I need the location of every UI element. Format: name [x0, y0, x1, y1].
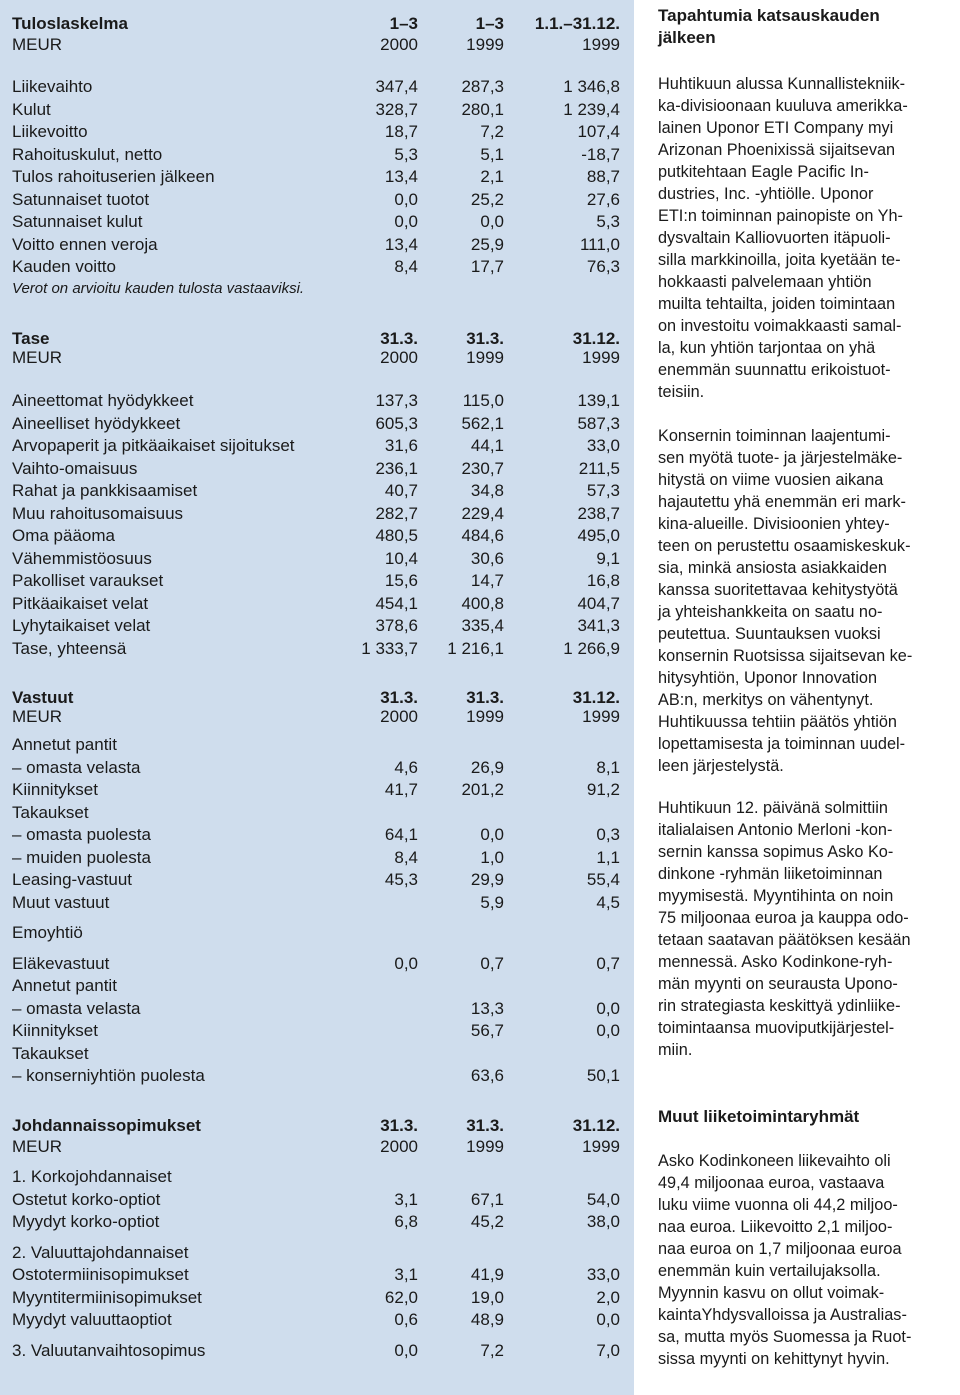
column-header: 31.12. [572, 1116, 620, 1135]
row-value: 3,1 [394, 1190, 418, 1209]
row-label: Pitkäaikaiset velat [12, 593, 149, 613]
row-value: 378,6 [375, 616, 418, 635]
table-row [12, 846, 620, 869]
row-value: 18,7 [384, 122, 418, 141]
table-row [12, 547, 620, 570]
row-value: 211,5 [578, 458, 620, 478]
row-value: 2,1 [480, 167, 504, 186]
table-row [12, 1241, 620, 1264]
row-label: Vähemmistöosuus [12, 548, 152, 568]
row-value: 328,7 [375, 99, 418, 119]
column-year: 2000 [380, 707, 418, 726]
row-value: 454,1 [375, 593, 418, 613]
row-value: 38,0 [586, 1212, 620, 1231]
row-label: Satunnaiset kulut [12, 212, 143, 231]
column-header: 31.3. [380, 329, 418, 348]
column-header: 1–3 [389, 14, 418, 33]
table-row [12, 1263, 620, 1286]
row-label: – muiden puolesta [12, 848, 151, 867]
paragraph-eti-sale: Huhtikuun alussa Kunnallistekniik- ka-divisioonaan kuuluva amerikka- lainen Uponor ETI Company myi Arizonan Phoenixissä sijaitsevan putkitehtaan Eagle Pacific In- dustries, Inc. -yhtiölle. Uponor ETI:n toiminnan painopiste on Yh- dysvaltain Kalliovuorten itäpuoli- silla markkinoilla, joita kyetään te- hokkaasti palvelemaan yhtiön muilta tehtailta, joiden toimintaan on investoitu voimakkaasti samal- la, kun yhtiön tarjontaa on yhä enemmän suunnattu erikoistuot- teisiin. [658, 75, 908, 401]
row-label: Vaihto-omaisuus [12, 458, 138, 478]
row-value: 0,0 [394, 189, 418, 209]
row-value: 107,4 [577, 122, 620, 141]
row-value: 31,6 [384, 436, 418, 455]
row-value: 27,6 [586, 189, 620, 209]
row-value: 40,7 [384, 481, 418, 500]
column-year: 1999 [466, 1137, 504, 1156]
table-row [12, 592, 620, 615]
row-value: 0,0 [480, 212, 504, 231]
column-header: 31.12. [572, 329, 620, 348]
row-value: 17,7 [470, 257, 504, 276]
row-value: 16,8 [586, 571, 620, 590]
table-row [12, 1019, 620, 1042]
row-label: Pakolliset varaukset [12, 571, 164, 590]
table-row [12, 614, 620, 637]
table-row [12, 997, 620, 1020]
table-row [12, 733, 620, 756]
table-row [12, 569, 620, 592]
table-row [12, 389, 620, 412]
unit-label: MEUR [12, 348, 63, 367]
table-row [12, 412, 620, 435]
johdannaiset-title-row [12, 1114, 620, 1137]
row-label: Rahoituskulut, netto [12, 144, 163, 164]
row-label: Annetut pantit [12, 976, 117, 995]
table-row [12, 823, 620, 846]
row-value: 137,3 [375, 391, 418, 410]
tuloslaskelma-title-row [12, 12, 620, 35]
row-value: 67,1 [470, 1190, 504, 1209]
column-header: 31.3. [466, 1116, 504, 1135]
row-label: 3. Valuutanvaihtosopimus [12, 1341, 206, 1360]
row-label: Takaukset [12, 803, 89, 822]
row-value: 1,0 [480, 848, 504, 867]
row-value: 282,7 [375, 503, 418, 523]
row-value: 0,0 [394, 954, 418, 973]
table-row [12, 637, 620, 660]
row-value: 1,1 [596, 848, 620, 867]
column-header: 1–3 [475, 14, 504, 33]
row-value: 341,3 [577, 616, 620, 635]
row-value: -18,7 [581, 144, 620, 164]
column-header: 31.3. [380, 1116, 418, 1135]
table-row [12, 1339, 620, 1362]
table-row [12, 1042, 620, 1065]
row-value: 33,0 [586, 1265, 620, 1284]
column-year: 1999 [466, 35, 504, 54]
table-row [12, 891, 620, 914]
row-label: Ostetut korko-optiot [12, 1190, 161, 1209]
row-value: 280,1 [461, 99, 504, 119]
paragraph-asko-sale: Huhtikuun 12. päivänä solmittiin italialaisen Antonio Merloni -kon- sernin kanssa sopimus Asko Ko- dinkone -ryhmän liiketoiminnan myymisestä. Myyntihinta on noin 75 miljoonaa euroa ja kauppa odo- tetaan saatavan päätöksen kesään mennessä. Asko Kodinkone-ryh- män myynti on seurausta Upono- rin strategiasta keskittyä ydinliike- toimintaansa muoviputkijärjestel- miin. [658, 799, 911, 1059]
row-value: 6,8 [394, 1212, 418, 1231]
row-value: 1 239,4 [563, 99, 620, 119]
row-value: 115,0 [462, 391, 504, 410]
row-label: Tulos rahoituserien jälkeen [12, 167, 215, 186]
row-value: 335,4 [461, 616, 504, 635]
row-value: 4,6 [394, 758, 418, 777]
table-row [12, 479, 620, 502]
row-value: 13,4 [384, 234, 418, 254]
row-label: Kiinnitykset [12, 1021, 98, 1040]
table-row [12, 120, 620, 143]
row-value: 64,1 [384, 825, 418, 844]
table-row [12, 801, 620, 824]
row-label: Kulut [12, 99, 51, 119]
row-value: 19,0 [470, 1288, 504, 1307]
row-value: 44,1 [470, 436, 504, 455]
johdannaiset-title: Johdannaissopimukset [12, 1116, 201, 1135]
column-year: 2000 [380, 35, 418, 54]
row-value: 1 216,1 [447, 638, 504, 658]
heading-other-business-groups: Muut liiketoimintaryhmät [658, 1107, 860, 1126]
row-value: 201,2 [461, 780, 504, 799]
table-row [12, 188, 620, 211]
row-value: 0,7 [480, 954, 504, 973]
row-label: Voitto ennen veroja [12, 234, 158, 254]
column-year: 1999 [582, 35, 620, 54]
row-value: 230,7 [461, 458, 504, 478]
paragraph-asko-results: Asko Kodinkoneen liikevaihto oli 49,4 miljoonaa euroa, vastaava luku viime vuonna oli 44,2 miljoo- naa euroa. Liikevoitto 2,1 miljoo- naa euroa on 1,7 miljoonaa euroa enemmän kuin vertailujaksolla. Myynnin kasvu on ollut voimak- kaintaYhdysvalloissa ja Australias- sa, mutta myös Suomessa ja Ruot- sissa myynti on kehittynyt hyvin. [658, 1152, 912, 1368]
row-value: 25,2 [470, 189, 504, 209]
row-value: 0,0 [480, 825, 504, 844]
row-value: 13,3 [470, 999, 504, 1018]
table-row [12, 952, 620, 975]
row-value: 5,3 [394, 144, 418, 164]
table-row [12, 921, 620, 944]
column-year: 1999 [582, 707, 620, 726]
row-value: 50,1 [586, 1066, 620, 1085]
table-row [12, 255, 620, 278]
row-value: 0,3 [596, 825, 620, 844]
row-value: 0,6 [394, 1310, 418, 1329]
row-label: – konserniyhtiön puolesta [12, 1066, 205, 1085]
row-value: 10,4 [384, 548, 418, 568]
table-row [12, 233, 620, 256]
row-label: Myyntitermiinisopimukset [12, 1288, 202, 1307]
row-label: Muut vastuut [12, 893, 110, 912]
row-value: 238,7 [577, 503, 620, 523]
table-row [12, 143, 620, 166]
row-value: 3,1 [394, 1265, 418, 1284]
row-value: 9,1 [596, 548, 620, 568]
row-value: 34,8 [470, 481, 504, 500]
row-value: 0,7 [596, 954, 620, 973]
footnote: Verot on arvioitu kauden tulosta vastaaviksi. [12, 280, 305, 297]
row-value: 54,0 [586, 1190, 620, 1209]
column-header: 1.1.–31.12. [534, 14, 620, 33]
tuloslaskelma-unit-row [12, 33, 620, 56]
vastuut-title: Vastuut [12, 688, 74, 707]
row-value: 484,6 [461, 526, 504, 545]
vastuut-unit-row [12, 705, 620, 728]
table-row [12, 974, 620, 997]
table-row [12, 98, 620, 121]
unit-label: MEUR [12, 1137, 63, 1156]
table-row [12, 778, 620, 801]
table-row [12, 1165, 620, 1188]
heading-events-after-period: Tapahtumia katsauskauden jälkeen [658, 6, 880, 47]
row-value: 41,7 [384, 780, 418, 799]
row-value: 48,9 [470, 1310, 504, 1329]
row-label: Emoyhtiö [12, 923, 83, 942]
table-row [12, 457, 620, 480]
table-row [12, 868, 620, 891]
row-label: Ostotermiinisopimukset [12, 1265, 189, 1284]
row-label: Arvopaperit ja pitkäaikaiset sijoitukset [12, 436, 295, 455]
row-label: Kiinnitykset [12, 780, 98, 799]
row-value: 236,1 [375, 458, 418, 478]
row-value: 5,9 [480, 893, 504, 912]
row-label: Aineelliset hyödykkeet [12, 413, 181, 433]
row-label: Aineettomat hyödykkeet [12, 391, 194, 410]
table-row [12, 502, 620, 525]
tuloslaskelma-title: Tuloslaskelma [12, 14, 128, 33]
row-value: 29,9 [470, 870, 504, 889]
row-value: 14,7 [470, 571, 504, 590]
table-row [12, 75, 620, 98]
column-header: 31.3. [466, 688, 504, 707]
row-label: 2. Valuuttajohdannaiset [12, 1243, 189, 1262]
row-label: – omasta velasta [12, 999, 141, 1018]
column-year: 1999 [582, 348, 620, 367]
row-value: 480,5 [375, 526, 418, 545]
row-value: 0,0 [596, 1310, 620, 1329]
table-row [12, 1064, 620, 1087]
row-value: 76,3 [586, 257, 620, 276]
row-value: 400,8 [461, 593, 504, 613]
row-value: 88,7 [586, 167, 620, 186]
row-value: 5,1 [480, 144, 504, 164]
row-label: 1. Korkojohdannaiset [12, 1167, 172, 1186]
row-value: 25,9 [470, 234, 504, 254]
table-row [12, 756, 620, 779]
row-value: 229,4 [461, 503, 504, 523]
row-value: 62,0 [384, 1288, 418, 1307]
row-value: 7,2 [480, 1341, 504, 1360]
row-value: 1 266,9 [563, 638, 620, 658]
row-value: 347,4 [375, 77, 418, 96]
row-value: 562,1 [461, 413, 504, 433]
column-header: 31.3. [466, 329, 504, 348]
row-value: 33,0 [586, 436, 620, 455]
row-label: – omasta velasta [12, 758, 141, 777]
row-value: 45,3 [384, 870, 418, 889]
row-value: 55,4 [586, 870, 620, 889]
column-year: 2000 [380, 348, 418, 367]
table-row [12, 434, 620, 457]
row-label: Oma pääoma [12, 526, 115, 545]
row-value: 287,3 [461, 77, 504, 96]
row-label: Liikevoitto [12, 122, 88, 141]
table-row [12, 165, 620, 188]
row-value: 0,0 [394, 1341, 418, 1360]
tase-title: Tase [12, 329, 50, 348]
row-value: 56,7 [470, 1021, 504, 1040]
row-label: Tase, yhteensä [12, 638, 127, 658]
row-value: 30,6 [470, 548, 504, 568]
unit-label: MEUR [12, 707, 63, 726]
tase-unit-row [12, 346, 620, 369]
row-value: 0,0 [596, 1021, 620, 1040]
table-row [12, 210, 620, 233]
johdannaiset-unit-row [12, 1135, 620, 1158]
row-value: 8,4 [394, 257, 418, 276]
row-label: Eläkevastuut [12, 954, 110, 973]
row-value: 45,2 [470, 1212, 504, 1231]
row-value: 57,3 [586, 481, 620, 500]
row-value: 605,3 [375, 413, 418, 433]
row-value: 1 346,8 [563, 77, 620, 96]
row-value: 7,2 [480, 122, 504, 141]
row-label: Myydyt korko-optiot [12, 1212, 160, 1231]
row-label: Muu rahoitusomaisuus [12, 503, 184, 523]
row-label: Takaukset [12, 1044, 89, 1063]
row-label: Myydyt valuuttaoptiot [12, 1310, 172, 1329]
table-row [12, 1188, 620, 1211]
row-value: 4,5 [596, 893, 620, 912]
column-year: 1999 [466, 348, 504, 367]
row-label: Satunnaiset tuotot [12, 189, 150, 209]
table-row [12, 1286, 620, 1309]
table-row [12, 1308, 620, 1331]
column-year: 1999 [466, 707, 504, 726]
paragraph-development: Konsernin toiminnan laajentumi- sen myötä tuote- ja järjestelmäke- hitystä on viime vuosien aikana hajautettu yhä enemmän eri mark- kina-alueille. Divisioonien yhtey- teen on perustettu osaamiskeskuk- sia, minkä ansiosta asiakkaiden kanssa suoritettavaa kehitystyötä ja yhteishankkeita on saatu no- peutettua. Suuntauksen vuoksi konsernin Ruotsissa sijaitsevan ke- hitysyhtiön, Uponor Innovation AB:n, merkitys on vähentynyt. Huhtikuussa tehtiin päätös yhtiön lopettamisesta ja toiminnan uudel- leen järjestelystä. [658, 427, 913, 775]
row-value: 63,6 [470, 1066, 504, 1085]
row-value: 587,3 [577, 413, 620, 433]
row-value: 5,3 [596, 212, 620, 231]
row-label: Kauden voitto [12, 257, 116, 276]
tuloslaskelma-note-row [12, 277, 620, 300]
row-value: 2,0 [596, 1288, 620, 1307]
row-value: 41,9 [470, 1265, 504, 1284]
row-value: 1 333,7 [361, 638, 418, 658]
row-value: 91,2 [586, 780, 620, 799]
row-value: 8,4 [394, 848, 418, 867]
table-row [12, 524, 620, 547]
row-label: Lyhytaikaiset velat [12, 616, 151, 635]
column-header: 31.3. [380, 688, 418, 707]
row-label: Annetut pantit [12, 735, 117, 754]
row-value: 7,0 [596, 1341, 620, 1360]
row-value: 404,7 [577, 593, 620, 613]
unit-label: MEUR [12, 35, 63, 54]
row-label: – omasta puolesta [12, 825, 151, 844]
row-value: 139,1 [577, 391, 620, 410]
row-value: 26,9 [470, 758, 504, 777]
row-value: 15,6 [384, 571, 418, 590]
row-value: 8,1 [596, 758, 620, 777]
column-year: 1999 [582, 1137, 620, 1156]
table-row [12, 1210, 620, 1233]
row-value: 0,0 [596, 999, 620, 1018]
row-value: 13,4 [384, 167, 418, 186]
row-label: Rahat ja pankkisaamiset [12, 481, 198, 500]
row-value: 111,0 [579, 234, 620, 254]
row-value: 0,0 [394, 212, 418, 231]
column-header: 31.12. [572, 688, 620, 707]
row-label: Leasing-vastuut [12, 870, 133, 889]
column-year: 2000 [380, 1137, 418, 1156]
row-value: 495,0 [577, 526, 620, 545]
row-label: Liikevaihto [12, 77, 93, 96]
